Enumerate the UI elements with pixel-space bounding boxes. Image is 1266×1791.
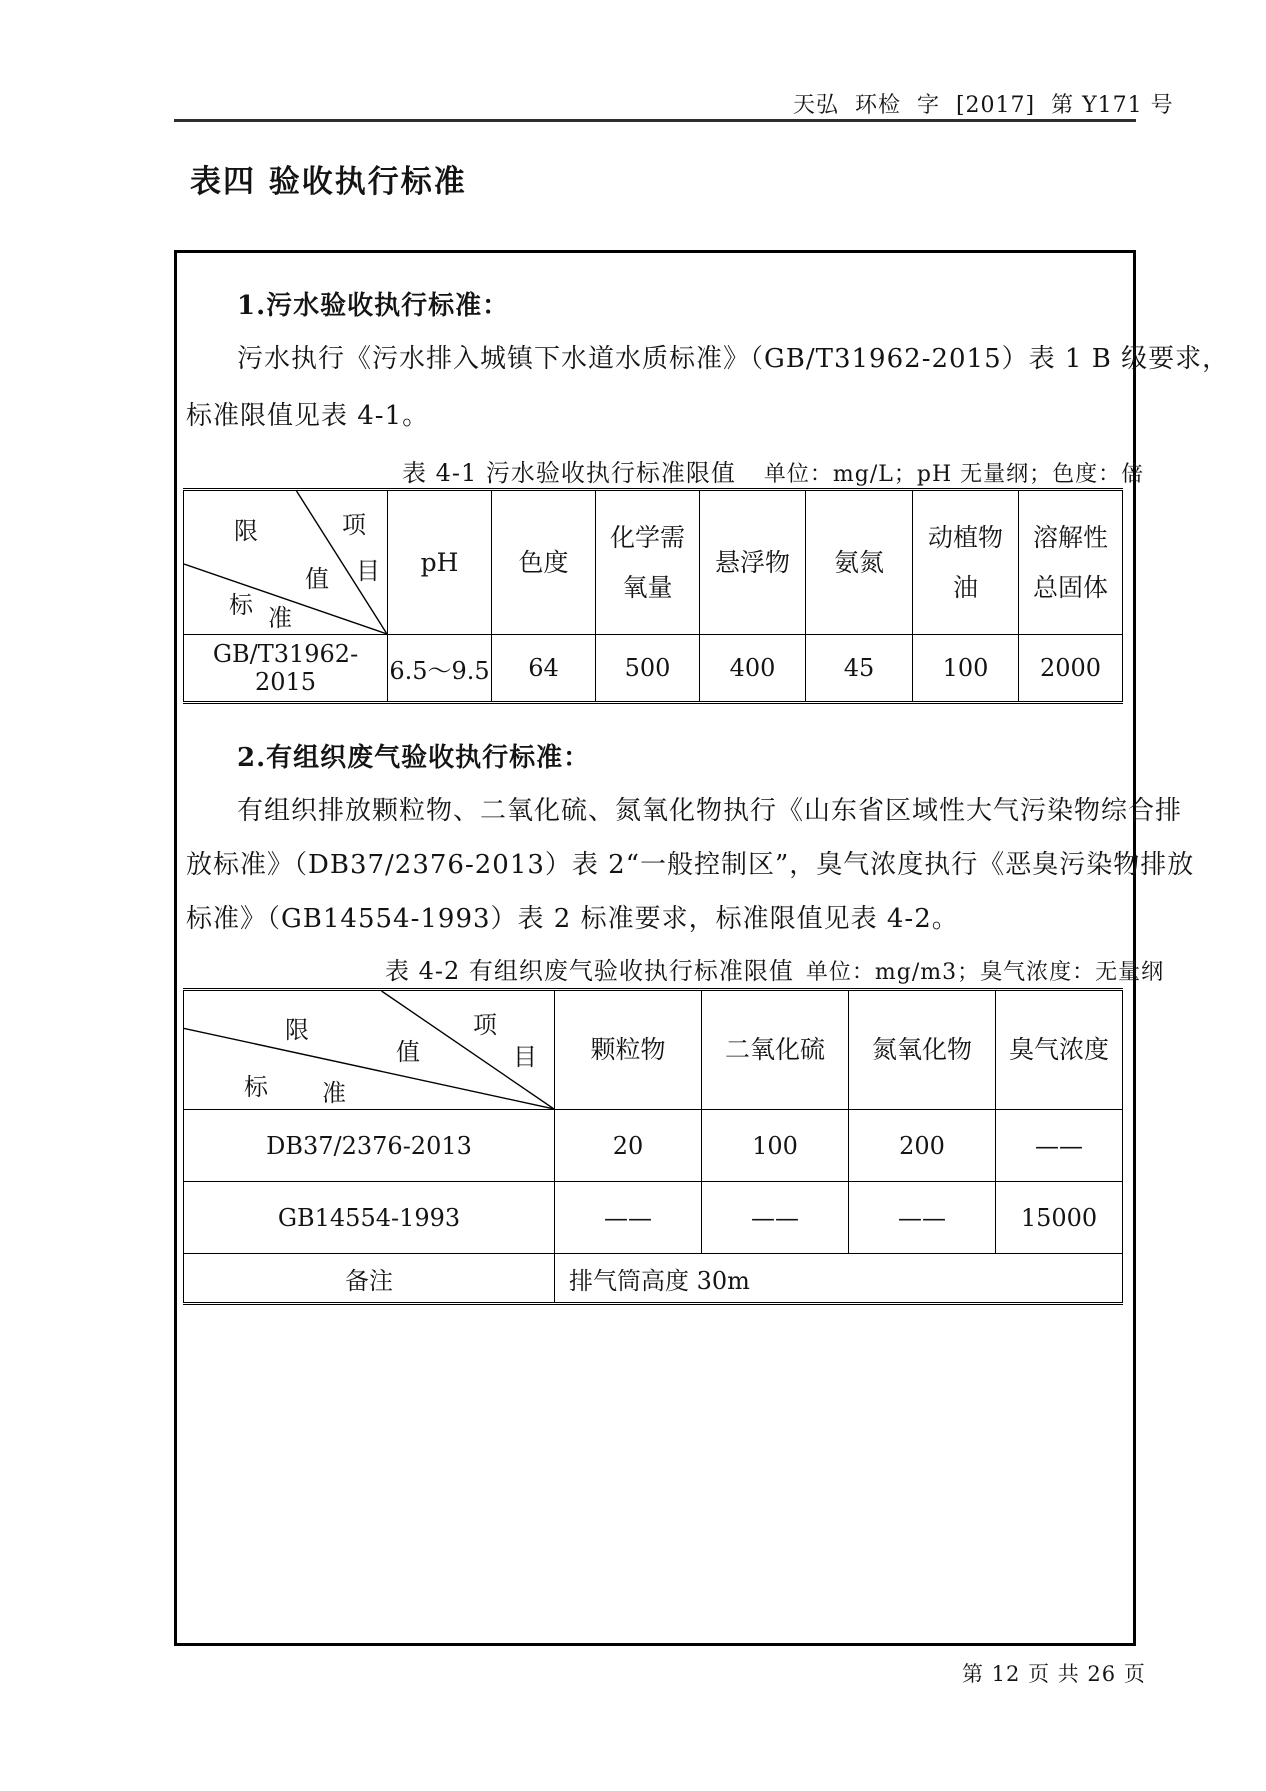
- table42-row1-label: DB37/2376-2013: [184, 1110, 555, 1182]
- table42-col-odor: 臭气浓度: [996, 990, 1123, 1110]
- corner-label-xian: 限: [234, 517, 258, 545]
- corner-label-xian: 限: [285, 1016, 309, 1044]
- corner-label-zhun: 准: [268, 604, 292, 632]
- table42-caption-units: 单位：mg/m3；臭气浓度：无量纲: [805, 960, 1165, 985]
- table41-col-ss: 悬浮物: [700, 490, 806, 635]
- table42-col-pm: 颗粒物: [555, 990, 702, 1110]
- table41-value-ph: 6.5～9.5: [388, 635, 492, 703]
- section2-paragraph-line2: 放标准》（DB37/2376-2013）表 2“一般控制区”，臭气浓度执行《恶臭污染物排放: [186, 850, 1195, 880]
- table41-caption-title: 表 4-1 污水验收执行标准限值: [402, 459, 736, 487]
- table41-caption-units: 单位：mg/L；pH 无量纲；色度：倍: [763, 462, 1145, 487]
- table41-col-nh3n: 氨氮: [806, 490, 913, 635]
- table41-value-cod: 500: [596, 635, 700, 703]
- table42-row1-odor: ——: [996, 1110, 1123, 1182]
- table41-value-color: 64: [492, 635, 596, 703]
- corner-diagonal-lines: [184, 991, 554, 1109]
- table42-corner-cell: [184, 990, 555, 1110]
- table42-row1-pm: 20: [555, 1110, 702, 1182]
- corner-label-zhi: 值: [305, 565, 329, 593]
- table42-row2-nox: ——: [849, 1182, 996, 1254]
- table42-caption: [385, 951, 1164, 986]
- table42-row1-nox: 200: [849, 1110, 996, 1182]
- table42-row-db37: [184, 1110, 1123, 1182]
- corner-label-zhi: 值: [396, 1038, 420, 1066]
- header-rule: [174, 119, 1136, 122]
- section2-paragraph-line3: 标准》（GB14554-1993）表 2 标准要求，标准限值见表 4-2。: [186, 904, 959, 934]
- table42-note-label: 备注: [184, 1254, 555, 1304]
- table42-col-so2: 二氧化硫: [702, 990, 849, 1110]
- corner-label-biao: 标: [244, 1073, 268, 1101]
- table41-caption: [402, 453, 1144, 488]
- table42-row2-pm: ——: [555, 1182, 702, 1254]
- table41-col-ph: pH: [388, 490, 492, 635]
- table41-value-oil: 100: [913, 635, 1019, 703]
- section1-heading: 1.污水验收执行标准：: [237, 291, 510, 321]
- table-4-1: [183, 488, 1123, 704]
- section1-paragraph-line1: 污水执行《污水排入城镇下水道水质标准》（GB/T31962-2015）表 1 B 级要求，: [237, 344, 1230, 374]
- section2-heading: 2.有组织废气验收执行标准：: [237, 743, 591, 773]
- page-number: 第 12 页 共 26 页: [962, 1662, 1146, 1686]
- section1-paragraph-line2: 标准限值见表 4-1。: [186, 401, 430, 431]
- page-title: 表四 验收执行标准: [190, 164, 467, 200]
- table41-value-nh3n: 45: [806, 635, 913, 703]
- corner-label-mu: 目: [356, 557, 380, 585]
- table41-col-color: 色度: [492, 490, 596, 635]
- table42-note-row: [184, 1254, 1123, 1304]
- table41-data-row: [184, 635, 1123, 703]
- corner-label-biao: 标: [229, 591, 253, 619]
- table42-row-gb14554: [184, 1182, 1123, 1254]
- table41-col-oil: 动植物 油: [913, 490, 1019, 635]
- corner-label-zhun: 准: [322, 1079, 346, 1107]
- table41-col-cod: 化学需 氧量: [596, 490, 700, 635]
- section2-paragraph-line1: 有组织排放颗粒物、二氧化硫、氮氧化物执行《山东省区域性大气污染物综合排: [237, 796, 1183, 826]
- table41-corner-cell: [184, 490, 388, 635]
- table41-value-ss: 400: [700, 635, 806, 703]
- header-reference-number: 天弘 环检 字 [2017] 第 Y171 号: [793, 93, 1174, 118]
- table42-caption-title: 表 4-2 有组织废气验收执行标准限值: [385, 957, 794, 985]
- table42-row2-label: GB14554-1993: [184, 1182, 555, 1254]
- table-4-2: [183, 988, 1123, 1305]
- table42-note-value: 排气筒高度 30m: [555, 1254, 1123, 1304]
- table42-row2-so2: ——: [702, 1182, 849, 1254]
- table42-col-nox: 氮氧化物: [849, 990, 996, 1110]
- corner-label-mu: 目: [513, 1043, 537, 1071]
- corner-label-xiang: 项: [342, 511, 366, 539]
- table42-row2-odor: 15000: [996, 1182, 1123, 1254]
- table41-col-tds: 溶解性 总固体: [1019, 490, 1123, 635]
- table42-row1-so2: 100: [702, 1110, 849, 1182]
- table41-value-tds: 2000: [1019, 635, 1123, 703]
- corner-label-xiang: 项: [473, 1011, 497, 1039]
- table41-row-label: GB/T31962-2015: [184, 635, 388, 703]
